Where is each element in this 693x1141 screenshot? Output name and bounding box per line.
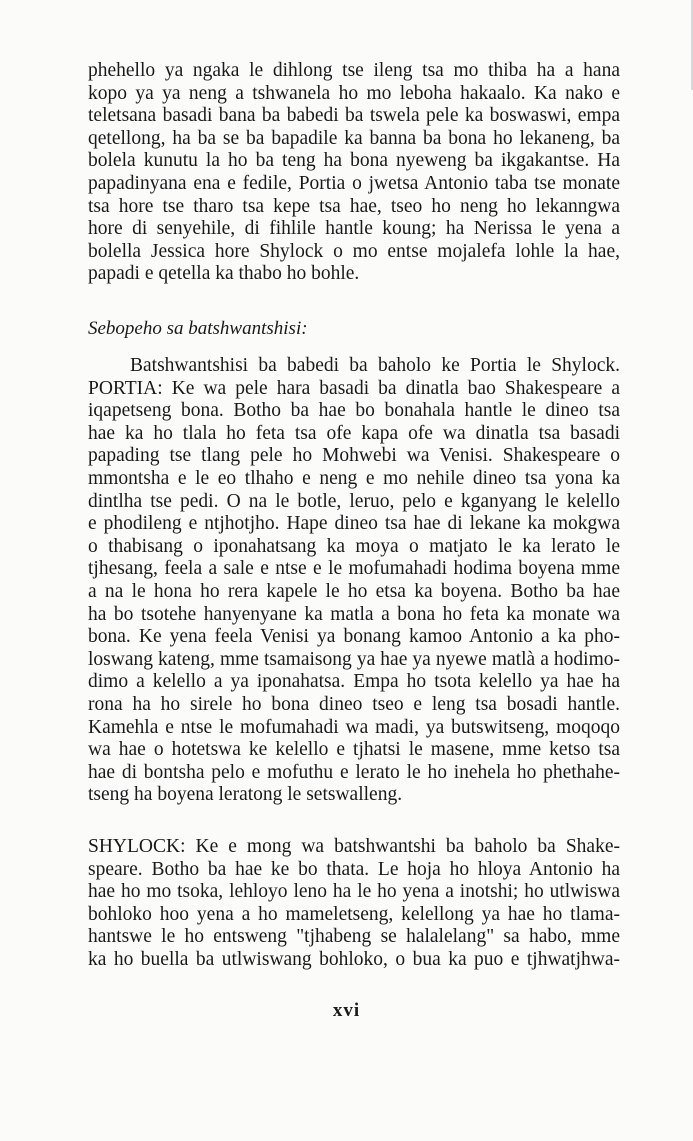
text-line: wa hae o hotetswa ke kelello e tjhatsi le masene, mme ketso tsa [88,739,620,761]
text-line: bolela kunutu la ho ba teng ha bona nyeweng ba ikgakantse. Ha [88,150,620,172]
text-line: Batshwantshisi ba babedi ba baholo ke Portia le Shylock. [130,355,620,376]
text-line: e phodileng e ntjhotjho. Hape dineo tsa hae di lekane ka mokgwa [88,513,620,535]
text-line: Kamehla e ntse le mofumahadi wa madi, ya butswitseng, moqoqo [88,716,620,738]
text-line: bohloko hoo yena a ho mameletseng, kelellong ya hae ho tlama- [88,903,620,925]
page-number: xvi [332,1000,361,1021]
text-line: bona. Ke yena feela Venisi ya bonang kamoo Antonio a ka pho- [88,626,620,648]
section-heading: Sebopeho sa batshwantshisi: [88,318,308,339]
paragraph-2 [88,355,620,807]
text-line: loswang kateng, mme tsamaisong ya hae ya nyewe matlà a hodimo- [88,648,620,670]
text-line: tseng ha boyena leratong le setswalleng. [88,784,403,806]
text-line: SHYLOCK: Ke e mong wa batshwantshi ba baholo ba Shake- [88,836,620,857]
text-line: teletsana basadi bana ba babedi ba tswela pele ka boswaswi, empa [88,105,620,127]
text-line: hore di senyehile, di fihlile hantle koung; ha Nerissa le yena a [88,218,620,240]
text-line: kopo ya ya neng a tshwanela ho mo leboha hakaalo. Ka nako e [88,82,620,104]
paragraph-3 [88,836,620,972]
text-line: dintlha tse pedi. O na le botle, leruo, pelo e kganyang le kelello [88,490,620,512]
text-line: papadinyana ena e fedile, Portia o jwetsa Antonio taba tse monate [88,172,620,194]
text-line: bolella Jessica hore Shylock o mo entse mojalefa lohle la hae, [88,240,620,262]
text-line: o thabisang o iponahatsang ka moya o matjato le ka lerato le [88,535,620,557]
text-line: ka ho buella ba utlwiswang bohloko, o bua ka puo e tjhwatjhwa- [88,948,620,970]
paragraph-1 [88,60,620,286]
text-line: qetellong, ha ba se ba bapadile ka banna ba bona ho lekaneng, ba [88,127,620,149]
text-line: tjhesang, feela a sale e ntse e le mofumahadi hodima boyena mme [88,558,620,580]
text-line: mmontsha e le eo tlhaho e neng e mo nehile dineo tsa yona ka [88,467,620,489]
text-line: hae ho mo tsoka, lehloyo leno ha le ho yena a inotshi; ho utlwiswa [88,881,620,903]
text-line: a na le hona ho rera kapele le ho etsa ka boyena. Botho ba hae [88,580,620,602]
text-line: speare. Botho ba hae ke bo thata. Le hoja ho hloya Antonio ha [88,858,620,880]
text-line: dimo a kelello a ya iponahatsa. Empa ho tsota kelello ya hae ha [88,671,620,693]
text-line: hantswe le ho entsweng "tjhabeng se halalelang" sa habo, mme [88,926,620,948]
text-line: papadi e qetella ka thabo ho bohle. [88,263,360,285]
text-line: papading tse tlang pele ho Mohwebi wa Venisi. Shakespeare o [88,445,620,467]
text-line: ha bo tsotehe hanyenyane ka matla a bona ho feta ka monate wa [88,603,620,625]
text-line: phehello ya ngaka le dihlong tse ileng tsa mo thiba ha a hana [88,60,620,81]
text-line: tsa hore tse tharo tsa kepe tsa hae, tseo ho neng ho lekanngwa [88,195,620,217]
text-line: hae ka ho tlala ho feta tsa ofe kapa ofe wa dinatla tsa basadi [88,422,620,444]
text-line: PORTIA: Ke wa pele hara basadi ba dinatla bao Shakespeare a [88,377,620,399]
text-line: hae di bontsha pelo e mofuthu e lerato le ho inehela ho phethahe- [88,761,620,783]
text-line: iqapetseng bona. Botho ba hae bo bonahala hantle le dineo tsa [88,400,620,422]
text-line: rona ha ho sirele ho bona dineo tseo e leng tsa bosadi hantle. [88,693,620,715]
